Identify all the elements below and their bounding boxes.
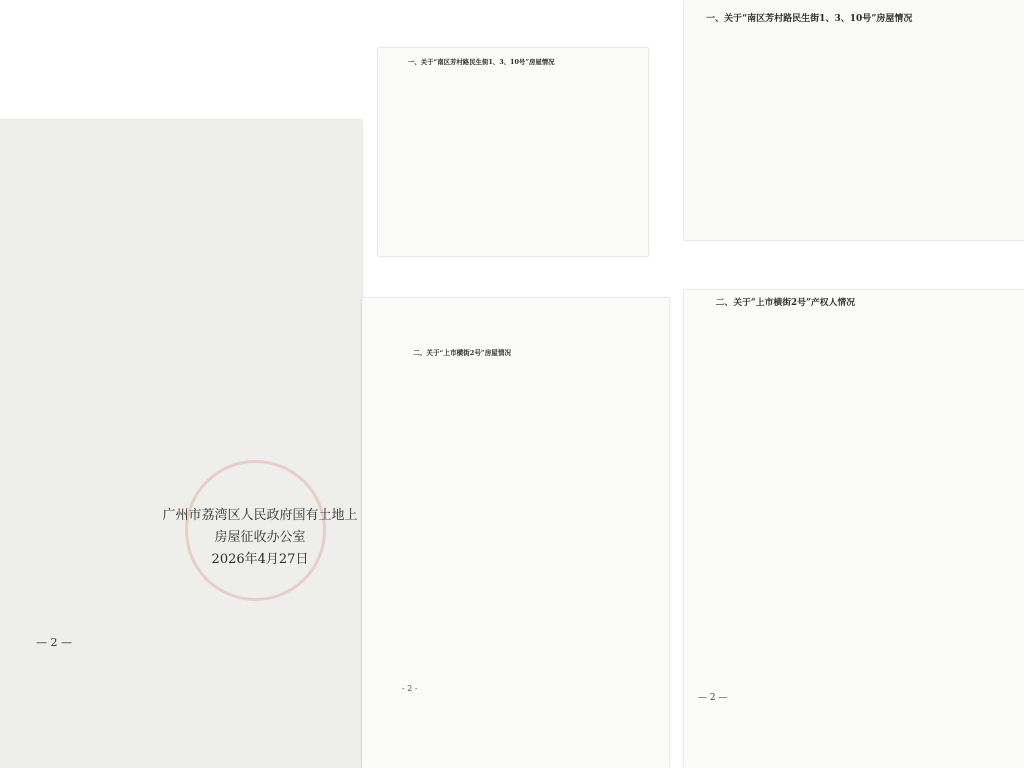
section-title: 二、关于“上市横街2号”产权人情况 (715, 298, 855, 308)
page-5-body (698, 294, 1008, 312)
page-number: — 2 — (698, 693, 728, 703)
section-title: 一、关于“南区芳村路民生街1、3、10号”房屋情况 (408, 58, 555, 66)
signing-organization: 广州市荔湾区人民政府国有土地上房屋征收办公室 (162, 508, 358, 545)
document-page-3 (684, 0, 1024, 240)
signing-date: 2026年4月27日 (211, 552, 309, 567)
section-title: 一、关于“南区芳村路民生街1、3、10号”房屋情况 (706, 14, 913, 24)
section-title: 二、关于“上市横街2号”房屋情况 (413, 349, 512, 357)
page-number: - 2 - (402, 684, 418, 693)
page-3-body (706, 10, 1006, 29)
document-page-5 (684, 290, 1024, 768)
page-number: — 2 — (36, 636, 72, 649)
document-page-2 (378, 48, 648, 256)
page-2-body (408, 56, 628, 70)
page-4-body (400, 346, 640, 361)
document-page-1 (0, 120, 362, 768)
signature-block (160, 505, 360, 571)
document-page-4 (362, 298, 669, 768)
